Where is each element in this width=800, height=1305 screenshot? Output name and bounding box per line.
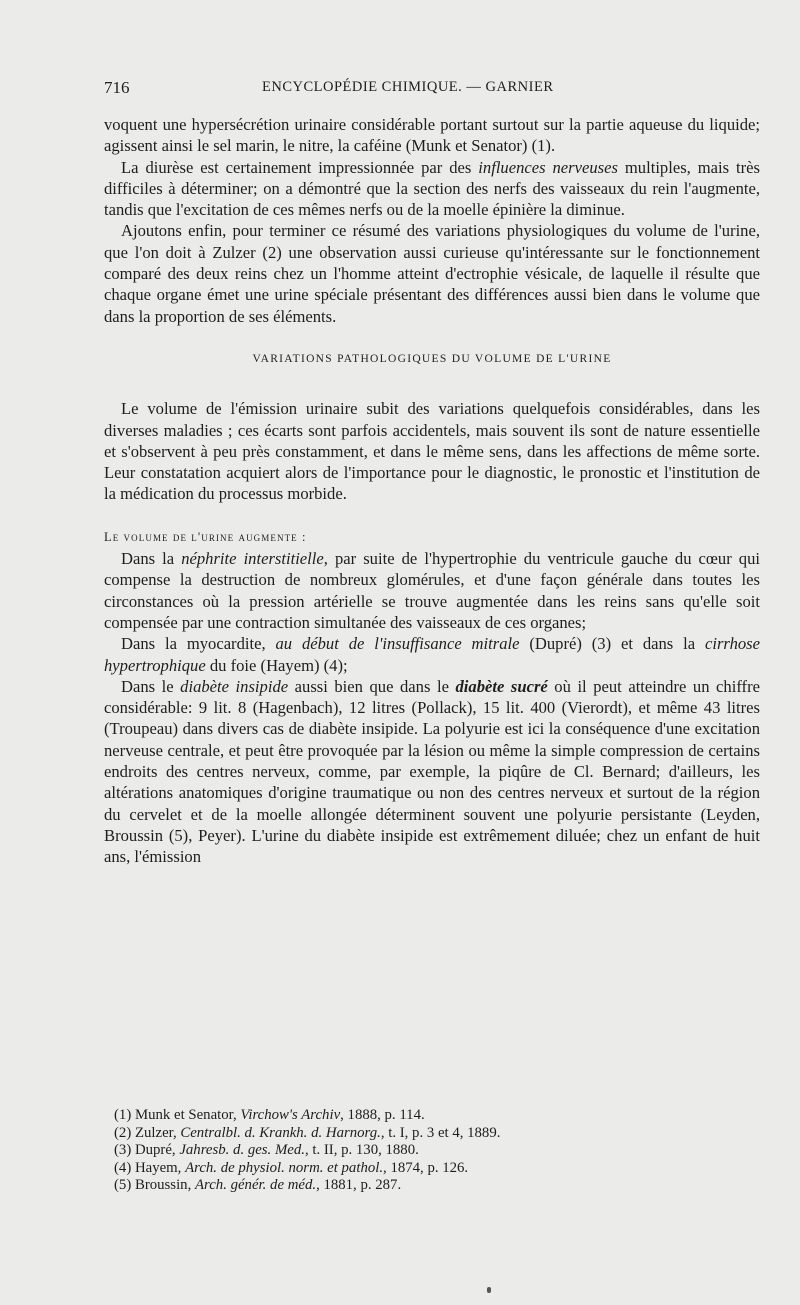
footnote-source: Centralbl. d. Krankh. d. Harnorg. <box>180 1124 381 1141</box>
footnote <box>104 1107 724 1125</box>
text-run: où il peut atteindre un chiffre considérable: 9 lit. 8 (Hagenbach), 12 litres (Pollack), 15 lit. 400 (Vierordt), et même 43 litres (Troupeau) dans divers cas de diabète insipide. La polyurie est ici la conséquence d'une excitation nerveuse centrale, et peut être provoquée par la lésion ou même la simple compression de certains endroits des centres nerveux, comme, par exemple, la piqûre de Cl. Bernard; d'ailleurs, les altérations anatomiques d'origine traumatique ou non des centres nerveux et surtout de la région du cervelet et de la moelle allongée déterminent souvent une polyurie persistante (Leyden, Broussin (5), Peyer). L'urine du diabète insipide est extrêmement diluée; chez un enfant de huit ans, l'émission <box>104 676 760 867</box>
footnote-text: , t. II, p. 130, 1880. <box>304 1142 419 1159</box>
footnotes <box>104 1107 724 1195</box>
footnote-text: , 1888, p. 114. <box>340 1107 425 1123</box>
paragraph: Le volume de l'émission urinaire subit des variations quelquefois considérables, dans les diverses maladies ; ces écarts sont parfois accidentels, mais souvent ils sont de nature essentielle et s'observent à peu près constamment, et dans le même sens, dans les affections de même sorte. Leur constatation acquiert alors de l'importance pour le diagnostic, le pronostic et l'institution de la médication du processus morbide. <box>104 399 760 504</box>
footnote-source: Jahresb. d. ges. Med. <box>179 1142 305 1159</box>
emphasis: diabète insipide <box>180 676 289 696</box>
footnote-text: (3) Dupré, <box>114 1142 180 1159</box>
emphasis: influences nerveuses <box>478 157 618 177</box>
text-run: du foie (Hayem) (4); <box>205 655 348 675</box>
footnote-text: (4) Hayem, <box>114 1159 186 1176</box>
paragraph <box>104 676 760 868</box>
footnote-text: (2) Zulzer, <box>114 1124 181 1141</box>
page-number: 716 <box>104 78 130 97</box>
text-run: aussi bien que dans le <box>288 676 456 696</box>
footnote <box>104 1142 724 1160</box>
footnote-text: (1) Munk et Senator, <box>114 1107 241 1123</box>
footnote-text: (5) Broussin, <box>114 1177 195 1194</box>
emphasis: cirrhose hypertrophique <box>104 634 760 675</box>
section-heading: VARIATIONS PATHOLOGIQUES DU VOLUME DE L'URINE <box>252 352 612 365</box>
footnote-text: , t. I, p. 3 et 4, 1889. <box>380 1124 501 1141</box>
paragraph: voquent une hypersécrétion urinaire considérable portant surtout sur la partie aqueuse du liquide; agissent ainsi le sel marin, le nitre, la caféine (Munk et Senator) (1). <box>104 115 760 156</box>
running-title: ENCYCLOPÉDIE CHIMIQUE. — GARNIER <box>262 79 554 95</box>
text-run: Dans le <box>121 676 181 696</box>
paragraph <box>104 548 760 633</box>
paragraph: Ajoutons enfin, pour terminer ce résumé des variations physiologiques du volume de l'urine, que l'on doit à Zulzer (2) une observation aussi curieuse qu'intéressante sur le fonctionnement comparé des deux reins chez un l'homme atteint d'ectrophie vésicale, de laquelle il résulte que chaque organe émet une urine spéciale présentant des différences aussi bien dans le volume que dans la proportion de ses éléments. <box>104 221 760 326</box>
footnote <box>104 1160 724 1178</box>
emphasis: néphrite interstitielle <box>181 549 324 569</box>
emphasis: au début de l'insuffisance mitrale <box>275 634 520 654</box>
text-run: Dans la <box>121 549 182 569</box>
footnote <box>104 1177 724 1195</box>
footnote <box>104 1125 724 1143</box>
text-run: , par suite de l'hypertrophie du ventricule gauche du cœur qui compense la destruction de nombreux glomérules, et d'une façon générale dans toutes les circonstances où la pression artérielle se trouve augmentée dans les reins sans qu'elle soit compensée par une contraction simultanée des vaisseaux de ces organes; <box>104 549 760 632</box>
sub-heading: Le volume de l'urine augmente : <box>104 529 307 544</box>
footnote-source: Virchow's Archiv <box>240 1107 341 1123</box>
text-run: multiples, mais très difficiles à déterminer; on a démontré que la section des nerfs des vaisseaux du rein l'augmente, tandis que l'excitation de ces mêmes nerfs ou de la moelle épinière la diminue. <box>104 157 760 220</box>
text-run: (Dupré) (3) et dans la <box>519 634 705 654</box>
footnote-source: Arch. de physiol. norm. et pathol. <box>185 1159 384 1176</box>
paragraph <box>104 633 760 676</box>
page-header <box>104 78 764 98</box>
text-run: Dans la myocardite, <box>121 634 276 654</box>
paragraph <box>104 157 760 221</box>
ink-speck <box>487 1287 491 1293</box>
footnote-source: Arch. génér. de méd. <box>194 1177 317 1194</box>
footnote-text: , 1874, p. 126. <box>383 1159 469 1176</box>
body-text <box>104 114 760 868</box>
emphasis: diabète sucré <box>455 676 548 696</box>
footnote-text: , 1881, p. 287. <box>316 1177 402 1194</box>
text-run: La diurèse est certainement impressionnée par des <box>121 157 479 177</box>
